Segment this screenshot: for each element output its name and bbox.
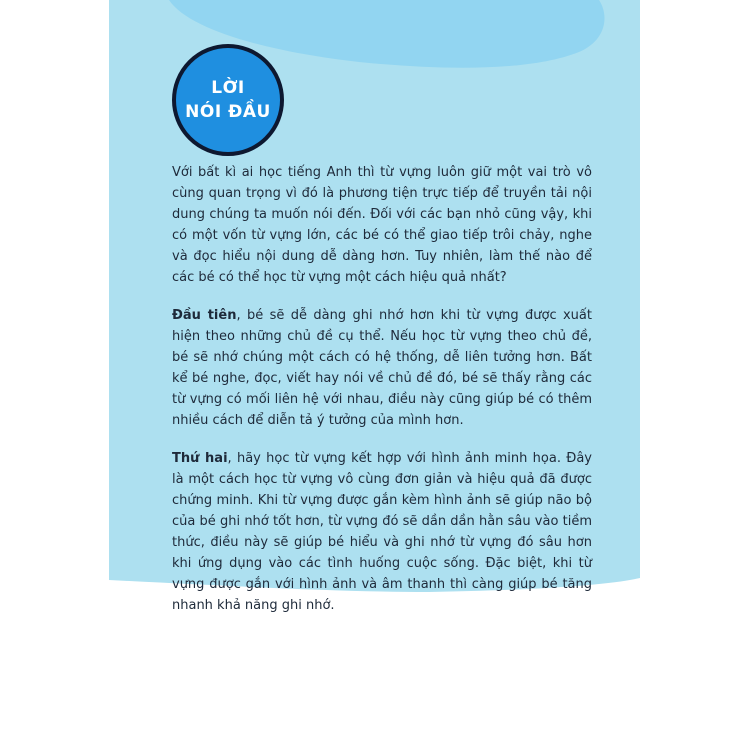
heading-line-1: LỜI <box>211 78 245 98</box>
paragraph-intro <box>172 162 592 288</box>
book-page <box>109 0 640 750</box>
paragraph-second <box>172 448 592 616</box>
paragraph-text: , bé sẽ dễ dàng ghi nhớ hơn khi từ vựng được xuất hiện theo những chủ đề cụ thể. Nếu học từ vựng theo chủ đề, bé sẽ nhớ chúng một cách có hệ thống, dễ liên tưởng hơn. Bất kể bé nghe, đọc, viết hay nói về chủ đề đó, bé sẽ thấy rằng các từ vựng có mối liên hệ với nhau, điều này cũng giúp bé có thêm nhiều cách để diễn tả ý tưởng của mình hơn. <box>172 308 592 428</box>
preface-body <box>172 162 592 633</box>
paragraph-lead: Đầu tiên <box>172 308 237 323</box>
paragraph-text: Với bất kì ai học tiếng Anh thì từ vựng luôn giữ một vai trò vô cùng quan trọng vì đó là phương tiện trực tiếp để truyền tải nội dung chúng ta muốn nói đến. Đối với các bạn nhỏ cũng vậy, khi có một vốn từ vựng lớn, các bé có thể giao tiếp trôi chảy, nghe và đọc hiểu nội dung dễ dàng hơn. Tuy nhiên, làm thế nào để các bé có thể học từ vựng một cách hiệu quả nhất? <box>172 165 592 285</box>
paragraph-text: , hãy học từ vựng kết hợp với hình ảnh minh họa. Đây là một cách học từ vựng vô cùng đơn giản và hiệu quả đã được chứng minh. Khi từ vựng được gắn kèm hình ảnh sẽ giúp não bộ của bé ghi nhớ tốt hơn, từ vựng đó sẽ dần dần hằn sâu vào tiềm thức, điều này sẽ giúp bé hiểu và ghi nhớ từ vựng đó sâu hơn khi ứng dụng vào các tình huống cuộc sống. Đặc biệt, khi từ vựng được gắn với hình ảnh và âm thanh thì càng giúp bé tăng nhanh khả năng ghi nhớ. <box>172 451 592 613</box>
paragraph-first <box>172 305 592 431</box>
heading-line-2: NÓI ĐẦU <box>185 102 271 122</box>
heading-badge <box>172 44 284 156</box>
paragraph-lead: Thứ hai <box>172 451 228 466</box>
